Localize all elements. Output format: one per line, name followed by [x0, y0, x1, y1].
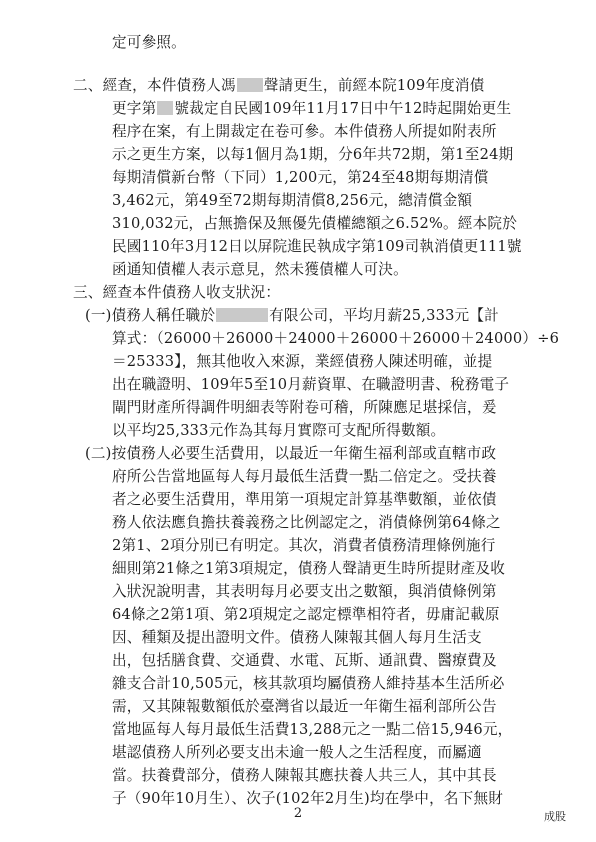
- page-number: 2: [293, 806, 303, 821]
- text-line: 細則第21條之1第3項規定，債務人聲請更生時所提財產及收: [112, 560, 505, 577]
- text-fragment: 號裁定自民國109年11月17日中午12時起開始更生: [174, 100, 512, 117]
- text-line: 示之更生方案，以每1個月為1期，分6年共72期，第1至24期: [112, 146, 514, 163]
- footer-division-mark: 成股: [544, 810, 566, 823]
- text-line: 2第1、2項分別已有明定。其次，消費者債務清理條例施行: [112, 537, 496, 554]
- redaction-mask: [237, 78, 263, 92]
- text-line: 堪認債務人所列必要支出未逾一般人之生活程度，而屬適: [112, 744, 482, 761]
- section-heading: 三、經查本件債務人收支狀況：: [73, 284, 281, 301]
- redaction-mask: [216, 308, 268, 322]
- text-line: 函通知債權人表示意見，然未獲債權人可決。: [112, 261, 408, 278]
- text-line: 310,032元，占無擔保及無優先債權總額之6.52%。經本院於: [112, 215, 517, 232]
- text-line: 民國110年3月12日以屏院進民執成字第109司執消債更111號: [112, 238, 522, 255]
- text-line: 當地區每人每月最低生活費13,288元之一點二倍15,946元，: [112, 721, 513, 738]
- text-line: [112, 99, 511, 119]
- text-line: (二)按債務人必要生活費用，以最近一年衛生福利部或直轄市政: [85, 445, 497, 462]
- text-fragment: (一)債務人稱任職於: [85, 307, 216, 324]
- text-line: 需，又其陳報數額低於臺灣省以最近一年衛生福利部所公告: [112, 698, 497, 715]
- text-line: 務人依法應負擔扶養義務之比例認定之，消債條例第64條之: [112, 514, 501, 531]
- text-line: 以平均25,333元作為其每月實際可支配所得數額。: [112, 422, 446, 439]
- text-line: 入狀況說明書，其表明每月必要支出之數額，與消債條例第: [112, 583, 497, 600]
- text-line: 者之必要生活費用，準用第一項規定計算基準數額，並依債: [112, 491, 497, 508]
- text-line: 閘門財產所得調件明細表等附卷可稽，所陳應足堪採信，爰: [112, 399, 497, 416]
- text-line: 府所公告當地區每人每月最低生活費一點二倍定之。受扶養: [112, 468, 497, 485]
- redaction-mask: [157, 101, 173, 115]
- text-line: 程序在案，有上開裁定在卷可參。本件債務人所提如附表所: [112, 123, 497, 140]
- text-line: 出在職證明、109年5至10月薪資單、在職證明書、稅務電子: [112, 376, 510, 393]
- text-line: 子（90年10月生）、次子(102年2月生)均在學中，名下無財: [112, 790, 504, 807]
- text-line: 雜支合計10,505元，核其款項均屬債務人維持基本生活所必: [112, 675, 505, 692]
- text-line: ＝25333】，無其他收入來源，業經債務人陳述明確，並提: [112, 353, 493, 370]
- text-fragment: 二、經查，本件債務人馮: [73, 77, 236, 94]
- text-line: 因、種類及提出證明文件。債務人陳報其個人每月生活支: [112, 629, 482, 646]
- text-line: 出，包括膳食費、交通費、水電、瓦斯、通訊費、醫療費及: [112, 652, 497, 669]
- text-line: [85, 306, 499, 326]
- text-line: [73, 76, 485, 96]
- text-fragment: 更字第: [112, 100, 157, 117]
- text-line: 算式：（26000＋26000＋24000＋26000＋26000＋24000）÷6: [112, 330, 560, 347]
- text-line: 當。扶養費部分，債務人陳報其應扶養人共三人，其中其長: [112, 767, 497, 784]
- text-line: 3,462元，第49至72期每期清償8,256元，總清償金額: [112, 192, 473, 209]
- text-line: 定可參照。: [112, 34, 186, 51]
- text-line: 每期清償新台幣（下同）1,200元，第24至48期每期清償: [112, 169, 489, 186]
- text-line: 64條之2第1項、第2項規定之認定標準相符者，毋庸記載原: [112, 606, 500, 623]
- text-fragment: 有限公司，平均月薪25,333元【計: [269, 307, 499, 324]
- text-fragment: 聲請更生，前經本院109年度消債: [263, 77, 485, 94]
